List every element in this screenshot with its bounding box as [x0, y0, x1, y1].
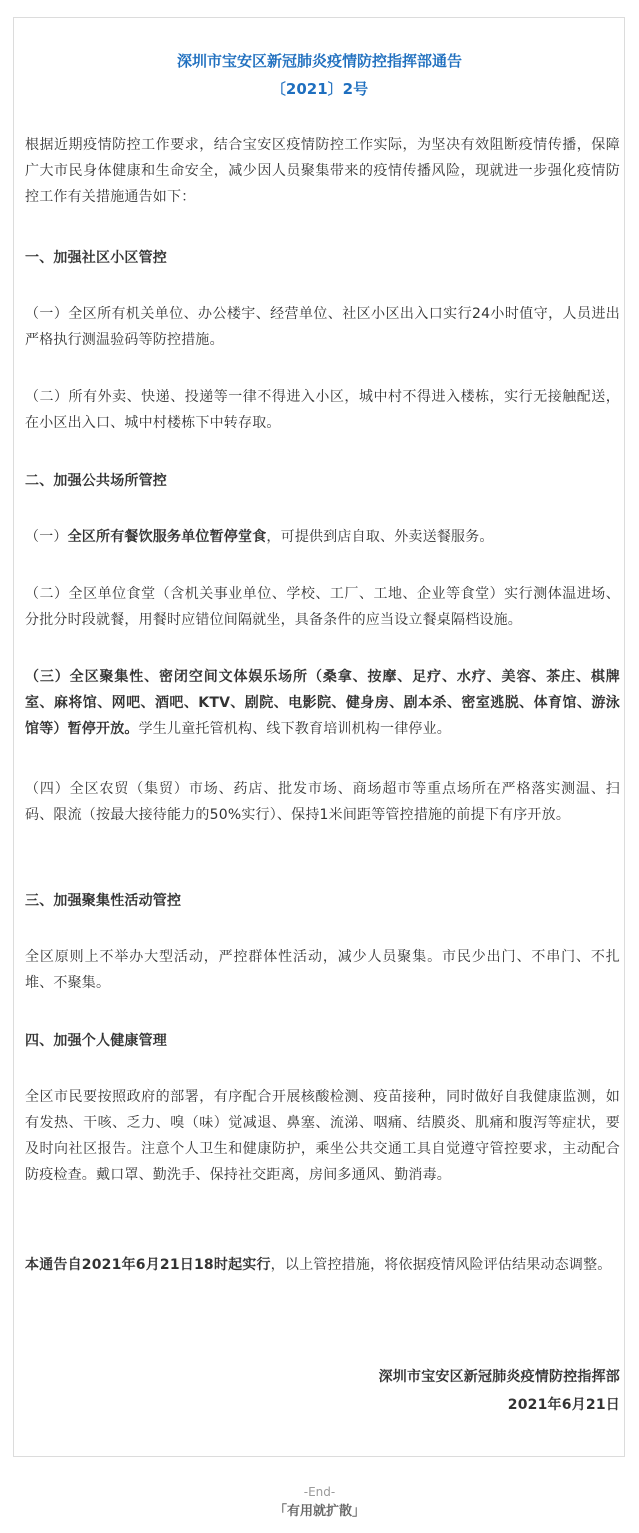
section-2-item-3-bold: （三）全区聚集性、密闭空间文体娱乐场所（桑拿、按摩、足疗、水疗、美容、茶庄、棋牌室、麻将馆、网吧、酒吧、KTV、剧院、电影院、健身房、剧本杀、密室逃脱、体育馆、游泳馆等）暂停开放。 [25, 669, 620, 737]
section-2-item-1-rest: ，可提供到店自取、外卖送餐服务。 [266, 529, 494, 545]
closing-rest: ，以上管控措施，将依据疫情风险评估结果动态调整。 [270, 1257, 612, 1273]
section-2-heading: 二、加强公共场所管控 [25, 473, 167, 489]
section-2-item-1 [25, 524, 620, 550]
section-2-item-2: （二）全区单位食堂（含机关事业单位、学校、工厂、工地、企业等食堂）实行测体温进场、分批分时段就餐，用餐时应错位间隔就坐，具备条件的应当设立餐桌隔档设施。 [25, 586, 620, 628]
section-4-heading: 四、加强个人健康管理 [25, 1033, 167, 1049]
section-2-item-1-bold: 全区所有餐饮服务单位暂停堂食 [67, 529, 267, 545]
notice-number: 〔2021〕2号 [270, 80, 369, 98]
section-2-item-1-prefix: （一） [25, 529, 68, 545]
section-3-paragraph: 全区原则上不举办大型活动，严控群体性活动，减少人员聚集。市民少出门、不串门、不扎堆、不聚集。 [25, 949, 620, 991]
section-3-heading: 三、加强聚集性活动管控 [25, 893, 182, 909]
slogan: 「有用就扩散」 [273, 1504, 365, 1519]
date: 2021年6月21日 [507, 1397, 620, 1413]
section-1-item-1: （一）全区所有机关单位、办公楼宇、经营单位、社区小区出入口实行24小时值守，人员进出严格执行测温验码等防控措施。 [25, 306, 620, 348]
section-2-item-3 [25, 664, 620, 742]
section-2-item-3-rest: 学生儿童托管机构、线下教育培训机构一律停业。 [138, 721, 452, 737]
notice-title: 深圳市宝安区新冠肺炎疫情防控指挥部通告 [176, 52, 462, 70]
section-4-paragraph: 全区市民要按照政府的部署，有序配合开展核酸检测、疫苗接种，同时做好自我健康监测，如有发热、干咳、乏力、嗅（味）觉减退、鼻塞、流涕、咽痛、结膜炎、肌痛和腹泻等症状，要及时向社区报告。注意个人卫生和健康防护，乘坐公共交通工具自觉遵守管控要求，主动配合防疫检查。戴口罩、勤洗手、保持社交距离，房间多通风、勤消毒。 [25, 1089, 620, 1183]
closing-bold: 本通告自2021年6月21日18时起实行 [25, 1257, 271, 1273]
section-1-heading: 一、加强社区小区管控 [25, 250, 167, 266]
section-1-item-2: （二）所有外卖、快递、投递等一律不得进入小区，城中村不得进入楼栋，实行无接触配送，在小区出入口、城中村楼栋下中转存取。 [25, 389, 620, 431]
intro-paragraph: 根据近期疫情防控工作要求，结合宝安区疫情防控工作实际，为坚决有效阻断疫情传播，保障广大市民身体健康和生命安全，减少因人员聚集带来的疫情传播风险，现就进一步强化疫情防控工作有关措施通告如下： [25, 137, 620, 205]
end-mark: -End- [303, 1485, 336, 1499]
section-2-item-4: （四）全区农贸（集贸）市场、药店、批发市场、商场超市等重点场所在严格落实测温、扫码、限流（按最大接待能力的50%实行）、保持1米间距等管控措施的前提下有序开放。 [25, 781, 620, 823]
signature: 深圳市宝安区新冠肺炎疫情防控指挥部 [378, 1369, 620, 1385]
closing-paragraph [25, 1252, 620, 1278]
